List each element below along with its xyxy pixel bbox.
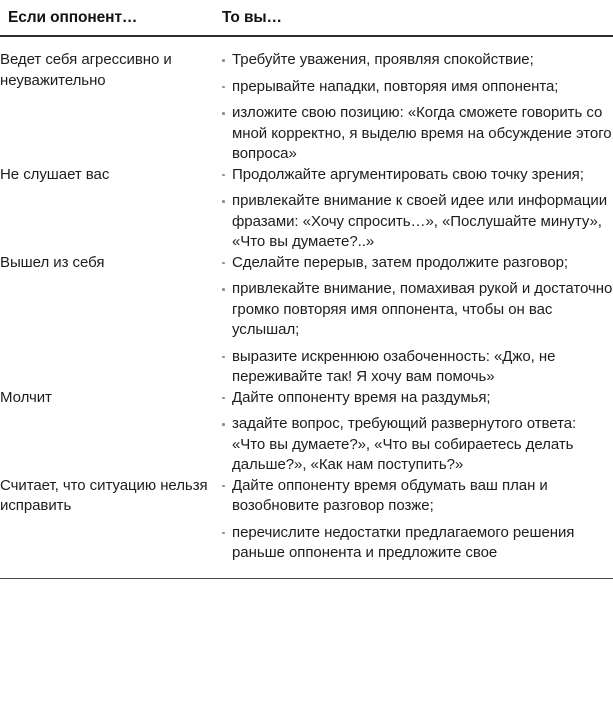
response-cell <box>222 388 613 476</box>
response-list-item <box>222 476 613 517</box>
bullet-dot-icon <box>222 423 225 426</box>
response-list-item-text: перечислите недостатки предлагаемого решения раньше оппонента и предложите свое <box>232 523 575 561</box>
response-list-item <box>222 347 613 388</box>
column-header-response: То вы… <box>222 9 282 26</box>
response-list <box>222 388 613 476</box>
bullet-dot-icon <box>222 174 225 177</box>
response-list-item <box>222 77 613 98</box>
response-list-item-text: привлекайте внимание, помахивая рукой и достаточно громко повторяя имя оппонента, чтобы он вас услышал; <box>232 280 613 338</box>
bullet-dot-icon <box>222 59 225 62</box>
response-list <box>222 476 613 564</box>
response-list-item-text: Дайте оппоненту время на раздумья; <box>232 388 491 406</box>
bullet-dot-icon <box>222 397 225 400</box>
situation-cell: Считает, что ситуацию нельзя исправить <box>0 476 208 514</box>
table-row <box>0 253 613 388</box>
situation-cell: Не слушает вас <box>0 165 110 183</box>
bullet-dot-icon <box>222 200 225 203</box>
response-list-item-text: прерывайте нападки, повторяя имя оппонента; <box>232 77 559 95</box>
bullet-dot-icon <box>222 86 225 89</box>
response-list <box>222 253 613 388</box>
table-row <box>0 37 613 165</box>
table-row <box>0 476 613 579</box>
response-cell <box>222 37 613 165</box>
response-list-item-text: Дайте оппоненту время обдумать ваш план и возобновите разговор позже; <box>232 476 548 514</box>
column-header-response-cell <box>222 0 613 36</box>
column-header-situation-cell <box>0 0 222 36</box>
bullet-dot-icon <box>222 485 225 488</box>
response-cell <box>222 476 613 579</box>
response-list-item-text: привлекайте внимание к своей идее или информации фразами: «Хочу спросить…», «Послушайте минуту», «Что вы думаете?..» <box>232 192 608 250</box>
table-header-row <box>0 0 613 36</box>
situation-cell: Вышел из себя <box>0 253 105 271</box>
bullet-dot-icon <box>222 356 225 359</box>
response-list-item-text: выразите искреннюю озабоченность: «Джо, не переживайте так! Я хочу вам помочь» <box>232 347 556 385</box>
bullet-dot-icon <box>222 288 225 291</box>
response-list-item <box>222 523 613 564</box>
table-body <box>0 37 613 578</box>
table-row <box>0 165 613 253</box>
footer-divider-rule <box>0 578 613 579</box>
response-list-item <box>222 388 613 409</box>
bullet-dot-icon <box>222 532 225 535</box>
table-head <box>0 0 613 37</box>
response-list-item-text: Сделайте перерыв, затем продолжите разговор; <box>232 253 569 271</box>
response-list-item-text: задайте вопрос, требующий развернутого ответа: «Что вы думаете?», «Что вы собираетесь делать дальше?», «Как нам поступить?» <box>232 415 577 473</box>
table-row <box>0 388 613 476</box>
bullet-dot-icon <box>222 262 225 265</box>
response-list-item-text: Требуйте уважения, проявляя спокойствие; <box>232 51 534 68</box>
response-list <box>222 165 613 253</box>
table-foot <box>0 578 613 579</box>
response-list-item <box>222 279 613 341</box>
response-list-item-text: изложите свою позицию: «Когда сможете говорить со мной корректно, я выделю время на обсуждение этого вопроса» <box>232 104 612 162</box>
response-list-item <box>222 414 613 476</box>
response-cell <box>222 165 613 253</box>
footer-divider-row <box>0 578 613 579</box>
column-header-situation: Если оппонент… <box>8 9 138 26</box>
bullet-dot-icon <box>222 112 225 115</box>
response-list-item-text: Продолжайте аргументировать свою точку зрения; <box>232 165 584 183</box>
response-list-item <box>222 50 613 71</box>
response-list-item <box>222 191 613 253</box>
situation-cell: Молчит <box>0 388 52 406</box>
response-cell <box>222 253 613 388</box>
situation-cell: Ведет себя агрессивно и неуважительно <box>0 51 172 89</box>
response-list-item <box>222 253 613 274</box>
response-list <box>222 50 613 165</box>
response-list-item <box>222 103 613 165</box>
response-list-item <box>222 165 613 186</box>
